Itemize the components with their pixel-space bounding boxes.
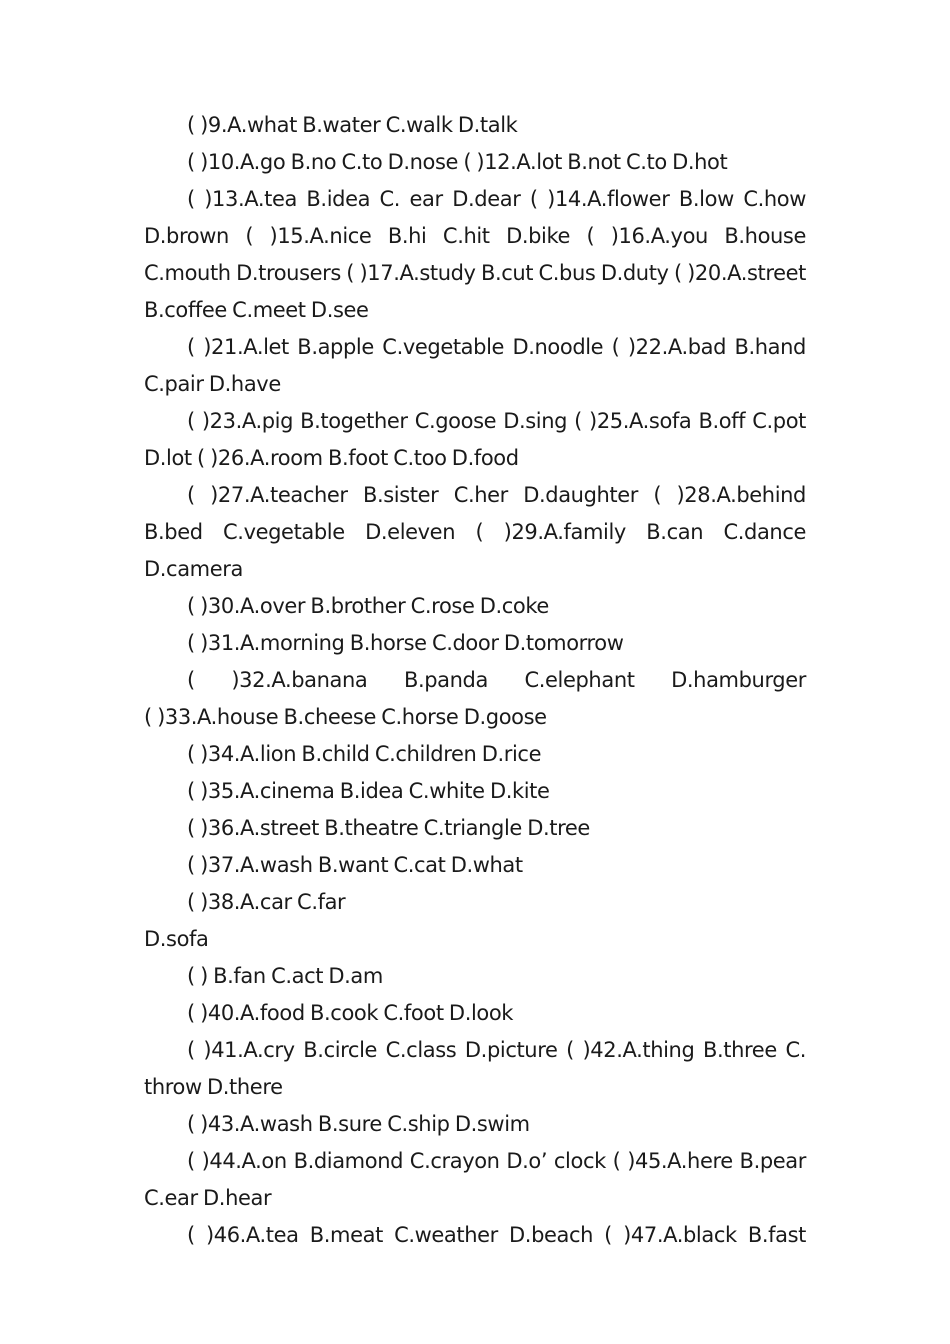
question-line: ( )32.A.banana B.panda C.elephant D.hamburger	[187, 668, 806, 692]
question-line: ( )33.A.house B.cheese C.horse D.goose	[144, 705, 547, 729]
question-line: ( )30.A.over B.brother C.rose D.coke	[187, 594, 549, 618]
question-line: D.sofa	[144, 927, 209, 951]
question-line: ( )44.A.on B.diamond C.crayon D.o’ clock ( )45.A.here B.pear C.ear D.hear	[144, 1149, 806, 1210]
question-line: ( )43.A.wash B.sure C.ship D.swim	[187, 1112, 530, 1136]
question-line: ( )9.A.what B.water C.walk D.talk	[187, 113, 518, 137]
question-line: ( )41.A.cry B.circle C.class D.picture ( )42.A.thing B.three C. throw D.there	[144, 1038, 806, 1099]
question-line: ( )27.A.teacher B.sister C.her D.daughter ( )28.A.behind B.bed C.vegetable D.eleven ( )29.A.family B.can C.dance D.camera	[144, 483, 806, 581]
question-line: ( )13.A.tea B.idea C. ear D.dear ( )14.A.flower B.low C.how D.brown ( )15.A.nice B.hi C.hit D.bike ( )16.A.you B.house C.mouth D.trousers ( )17.A.study B.cut C.bus D.duty ( )20.A.street B.coffee C.meet D.see	[144, 187, 806, 322]
question-line: ( ) B.fan C.act D.am	[187, 964, 383, 988]
question-line: ( )10.A.go B.no C.to D.nose ( )12.A.lot B.not C.to D.hot	[187, 150, 728, 174]
question-line: ( )34.A.lion B.child C.children D.rice	[187, 742, 542, 766]
question-line: ( )36.A.street B.theatre C.triangle D.tree	[187, 816, 590, 840]
question-line: ( )31.A.morning B.horse C.door D.tomorrow	[187, 631, 624, 655]
question-line: ( )37.A.wash B.want C.cat D.what	[187, 853, 523, 877]
question-line: ( )35.A.cinema B.idea C.white D.kite	[187, 779, 550, 803]
question-line: ( )21.A.let B.apple C.vegetable D.noodle ( )22.A.bad B.hand C.pair D.have	[144, 335, 806, 396]
question-line: ( )46.A.tea B.meat C.weather D.beach ( )47.A.black B.fast	[187, 1223, 806, 1247]
exercise-text	[144, 107, 806, 1254]
question-line: ( )38.A.car C.far	[187, 890, 346, 914]
question-line: ( )40.A.food B.cook C.foot D.look	[187, 1001, 514, 1025]
question-line: ( )23.A.pig B.together C.goose D.sing ( )25.A.sofa B.off C.pot D.lot ( )26.A.room B.foot C.too D.food	[144, 409, 806, 470]
